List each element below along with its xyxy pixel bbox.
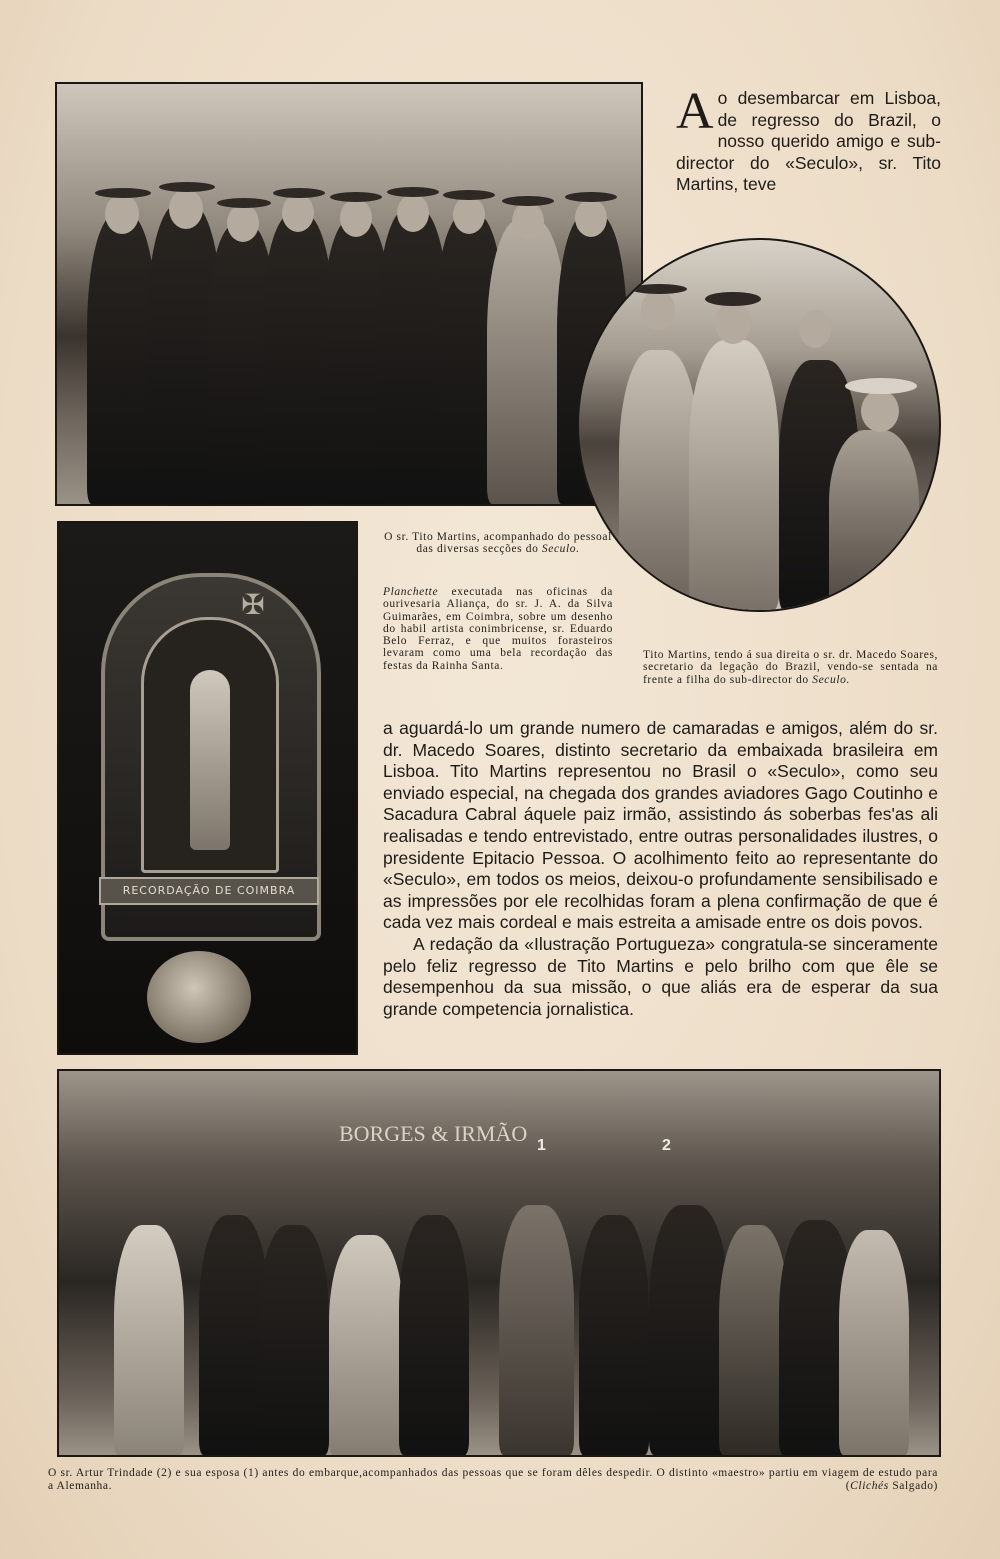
cross-icon: ✠ — [241, 588, 265, 621]
article-paragraph: A redação da «Ilustração Portugueza» congratula-se sinceramente pelo feliz regresso de Tito Martins e pelo brilho com que êle se desempenhou da sua missão, o que aliás era de esperar da sua grande competencia jornalistica. — [383, 933, 938, 1019]
caption-emphasis: Planchette — [383, 586, 439, 598]
caption-text: O sr. Artur Trindade (2) e sua esposa (1) antes do embarque,acompanhados das pessoas que se foram dêles despedir. O distinto «maestro» partiu em viagem de estudo para a Alemanha. — [48, 1467, 938, 1492]
planchette-caption — [383, 586, 613, 672]
caption-text: executada nas oficinas da ourivesaria Aliança, do sr. J. A. da Silva Guimarães, em Coimbra, sobre um desenho do habil artista conimbricense, sr. Eduardo Belo Ferraz, e que muitos forasteiros levaram como uma bela recordação das festas da Rainha Santa. — [383, 586, 613, 672]
farewell-photo-caption — [48, 1467, 938, 1492]
intro-text: o desembarcar em Lisboa, de regresso do Brazil, o nosso querido amigo e sub-director do «Seculo», sr. Tito Martins, teve — [676, 88, 941, 194]
medal-niche — [141, 617, 279, 873]
person-tag-1: 1 — [537, 1137, 546, 1154]
article-intro — [676, 83, 941, 196]
drop-cap: A — [676, 83, 714, 140]
group-of-men-photo — [55, 82, 643, 506]
credit-text: Salgado) — [892, 1479, 938, 1492]
farewell-group-photo — [57, 1069, 941, 1457]
article-body — [383, 718, 938, 1020]
caption-text: O sr. Tito Martins, acompanhado do pessoal das diversas secções do — [384, 531, 612, 556]
planchette-medal-photo — [57, 521, 358, 1055]
tito-martins-circular-photo — [577, 238, 941, 612]
medal-frame — [101, 573, 321, 941]
caption-text: Tito Martins, tendo á sua direita o sr. dr. Macedo Soares, secretario da legação do Brazil, vendo-se sentada na frente a filha do sub-director do — [643, 649, 939, 686]
group-photo-caption — [383, 531, 613, 556]
person-tag-2: 2 — [662, 1137, 671, 1154]
article-paragraph: a aguardá-lo um grande numero de camaradas e amigos, além do sr. dr. Macedo Soares, distinto secretario da embaixada brasileira em Lisboa. Tito Martins representou no Brasil o «Seculo», como seu enviado especial, na chegada dos grandes aviadores Gago Coutinho e Sacadura Cabral áquele paiz irmão, assistindo ás soberbas fes'as ali realisadas e tendo entrevistado, entre outras personalidades ilustres, o presidente Epitacio Pessoa. O acolhimento feito ao representante do «Seculo», em todos os meios, deixou-o profundamente sensibilisado e as impressões por ele recolhidas foram a plena confirmação de que é cada vez mais cordeal e mais estreita a amisade entre os dois povos. — [383, 718, 938, 933]
caption-emphasis: Seculo. — [812, 673, 850, 686]
photo-credit: (Clichés Salgado) — [845, 1479, 938, 1492]
rainha-santa-figure — [190, 670, 230, 850]
credit-emphasis: Clichés — [850, 1479, 889, 1492]
coin-medal — [147, 951, 251, 1043]
medal-banner: RECORDAÇÃO DE COIMBRA — [99, 877, 319, 905]
shop-sign: BORGES & IRMÃO — [339, 1121, 528, 1146]
caption-emphasis: Seculo. — [541, 543, 580, 556]
circle-photo-caption — [643, 649, 938, 686]
